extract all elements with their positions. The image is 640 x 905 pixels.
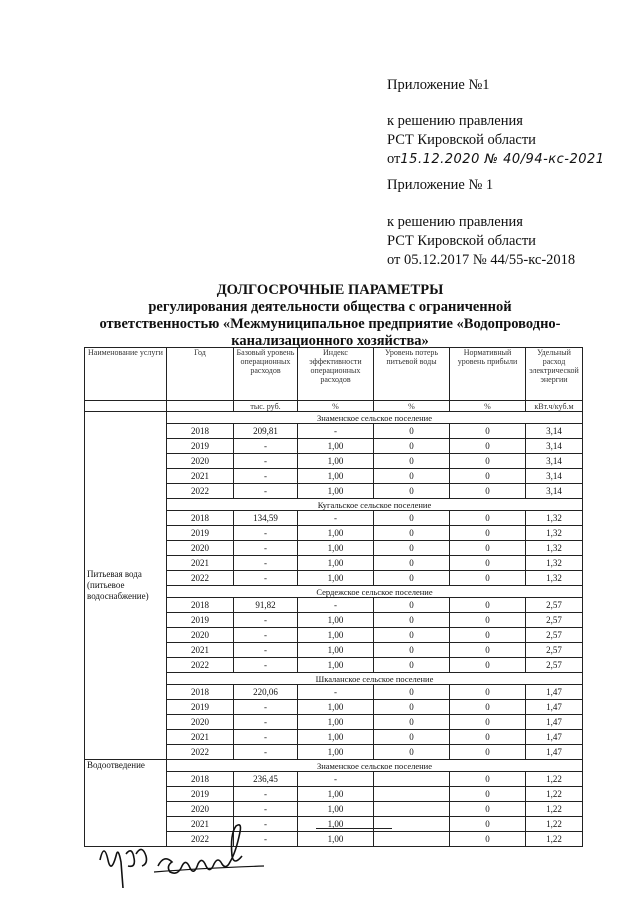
section-row bbox=[85, 412, 583, 424]
table-cell: 2,57 bbox=[526, 658, 583, 673]
unit-cell: кВт.ч/куб.м bbox=[526, 401, 583, 412]
appendix-2-line3: от 05.12.2017 № 44/55-кс-2018 bbox=[387, 252, 576, 268]
table-cell: - bbox=[234, 526, 298, 541]
table-cell: 3,14 bbox=[526, 454, 583, 469]
table-cell bbox=[374, 802, 450, 817]
column-header: Год bbox=[167, 348, 234, 401]
table-cell: 0 bbox=[450, 832, 526, 847]
appendix-1-label: Приложение №1 bbox=[387, 77, 490, 93]
section-title: Сердежское сельское поселение bbox=[167, 586, 583, 598]
table-cell: 0 bbox=[450, 424, 526, 439]
table-cell: - bbox=[234, 832, 298, 847]
table-cell: - bbox=[298, 772, 374, 787]
table-cell: 0 bbox=[374, 484, 450, 499]
table-cell: 1,00 bbox=[298, 469, 374, 484]
table-cell: 2021 bbox=[167, 469, 234, 484]
unit-cell: тыс. руб. bbox=[234, 401, 298, 412]
table-cell bbox=[374, 787, 450, 802]
table-cell: - bbox=[234, 643, 298, 658]
table-cell: 2020 bbox=[167, 541, 234, 556]
service-name: Питьевая вода (питьевое водоснабжение) bbox=[85, 412, 167, 760]
table-cell: 3,14 bbox=[526, 469, 583, 484]
table-cell: 0 bbox=[450, 526, 526, 541]
title-line-2: регулирования деятельности общества с ограниченной bbox=[148, 299, 512, 315]
table-cell: 1,00 bbox=[298, 745, 374, 760]
table-cell: 1,22 bbox=[526, 787, 583, 802]
service-name: Водоотведение bbox=[85, 760, 167, 847]
table-cell: 1,32 bbox=[526, 511, 583, 526]
table-cell: 0 bbox=[450, 772, 526, 787]
table-cell: 0 bbox=[450, 469, 526, 484]
table-cell: 0 bbox=[374, 643, 450, 658]
table-cell: 0 bbox=[450, 556, 526, 571]
table-cell: 0 bbox=[374, 571, 450, 586]
table-cell: - bbox=[298, 424, 374, 439]
table-cell: 2018 bbox=[167, 598, 234, 613]
section-row bbox=[85, 760, 583, 772]
table-cell: 1,47 bbox=[526, 685, 583, 700]
table-cell: - bbox=[234, 484, 298, 499]
section-title: Знаменское сельское поселение bbox=[167, 760, 583, 772]
table-cell: - bbox=[234, 628, 298, 643]
table-cell: - bbox=[234, 556, 298, 571]
table-cell: 0 bbox=[374, 424, 450, 439]
table-cell: 0 bbox=[450, 541, 526, 556]
table-cell: 1,00 bbox=[298, 658, 374, 673]
table-cell: 2018 bbox=[167, 772, 234, 787]
table-cell: 1,22 bbox=[526, 772, 583, 787]
table-cell: 0 bbox=[374, 730, 450, 745]
table-cell: 2020 bbox=[167, 454, 234, 469]
table-cell: 0 bbox=[450, 598, 526, 613]
table-cell: 2022 bbox=[167, 832, 234, 847]
table-cell: 2021 bbox=[167, 643, 234, 658]
table-cell: - bbox=[234, 613, 298, 628]
table-cell: 209,81 bbox=[234, 424, 298, 439]
table-cell: 1,00 bbox=[298, 556, 374, 571]
table-cell: 220,06 bbox=[234, 685, 298, 700]
table-cell: 0 bbox=[374, 556, 450, 571]
table-cell: 2,57 bbox=[526, 643, 583, 658]
section-title: Знаменское сельское поселение bbox=[167, 412, 583, 424]
table-cell: 134,59 bbox=[234, 511, 298, 526]
table-cell: 2,57 bbox=[526, 598, 583, 613]
table-cell: 0 bbox=[374, 439, 450, 454]
table-cell: 1,00 bbox=[298, 613, 374, 628]
table-cell: 1,47 bbox=[526, 730, 583, 745]
table-cell: 236,45 bbox=[234, 772, 298, 787]
table-cell: 0 bbox=[450, 787, 526, 802]
table-cell: 0 bbox=[450, 628, 526, 643]
table-cell: 2018 bbox=[167, 685, 234, 700]
table-cell: 1,00 bbox=[298, 571, 374, 586]
table-cell: - bbox=[298, 511, 374, 526]
section-title: Шкаланское сельское поселение bbox=[167, 673, 583, 685]
table-cell: 1,00 bbox=[298, 715, 374, 730]
table-cell: 1,47 bbox=[526, 700, 583, 715]
table-cell: 0 bbox=[374, 454, 450, 469]
table-cell: 0 bbox=[374, 613, 450, 628]
title-line-1: ДОЛГОСРОЧНЫЕ ПАРАМЕТРЫ bbox=[216, 282, 444, 298]
table-cell: 2,57 bbox=[526, 628, 583, 643]
header-row bbox=[85, 348, 583, 401]
table-cell: 1,00 bbox=[298, 541, 374, 556]
appendix-2-line2: РСТ Кировской области bbox=[387, 233, 536, 249]
table-cell: - bbox=[234, 469, 298, 484]
table-cell: 1,00 bbox=[298, 643, 374, 658]
table-cell: 0 bbox=[450, 613, 526, 628]
title-line-4: канализационного хозяйства» bbox=[231, 333, 429, 349]
appendix-1-line3 bbox=[387, 150, 605, 169]
table-cell: - bbox=[234, 715, 298, 730]
table-cell: - bbox=[234, 730, 298, 745]
unit-cell bbox=[85, 401, 167, 412]
column-header: Нормативный уровень прибыли bbox=[450, 348, 526, 401]
unit-cell: % bbox=[374, 401, 450, 412]
appendix-2-label: Приложение № 1 bbox=[387, 177, 494, 193]
table-cell: 2022 bbox=[167, 484, 234, 499]
table-cell: 2020 bbox=[167, 715, 234, 730]
parameters-table bbox=[84, 347, 583, 847]
table-cell: 0 bbox=[374, 658, 450, 673]
table-cell: 0 bbox=[450, 817, 526, 832]
table-cell: 2,57 bbox=[526, 613, 583, 628]
table-cell: 1,22 bbox=[526, 802, 583, 817]
table-cell: - bbox=[234, 454, 298, 469]
table-cell: 0 bbox=[374, 715, 450, 730]
title-line-3: ответственностью «Межмуниципальное предприятие «Водопроводно- bbox=[99, 316, 561, 332]
table-cell: 1,47 bbox=[526, 715, 583, 730]
table-cell: 0 bbox=[374, 745, 450, 760]
table-cell: 0 bbox=[374, 700, 450, 715]
column-header: Удельный расход электрической энергии bbox=[526, 348, 583, 401]
table-cell: 0 bbox=[374, 526, 450, 541]
table-cell: 0 bbox=[374, 685, 450, 700]
table-cell: 0 bbox=[450, 511, 526, 526]
table-cell: 0 bbox=[450, 700, 526, 715]
table-cell: 2022 bbox=[167, 658, 234, 673]
table-cell: 0 bbox=[450, 571, 526, 586]
table-cell: - bbox=[234, 571, 298, 586]
table-cell: 1,00 bbox=[298, 817, 374, 832]
table-cell: 0 bbox=[450, 730, 526, 745]
appendix-1-decision bbox=[387, 112, 605, 169]
signature bbox=[96, 810, 296, 890]
table-cell: 2019 bbox=[167, 787, 234, 802]
table-cell: 3,14 bbox=[526, 484, 583, 499]
table-cell: 0 bbox=[374, 598, 450, 613]
column-header: Наименование услуги bbox=[85, 348, 167, 401]
table-cell: 0 bbox=[450, 802, 526, 817]
handwritten-date-number: 15.12.2020 № 40/94-кс-2021 bbox=[400, 152, 605, 167]
table-cell: 0 bbox=[450, 715, 526, 730]
signature-line bbox=[316, 828, 392, 829]
document-title bbox=[60, 282, 600, 350]
section-title: Кугальское сельское поселение bbox=[167, 499, 583, 511]
appendix-1-line1: к решению правления bbox=[387, 113, 523, 129]
table-cell: - bbox=[298, 598, 374, 613]
table-cell: 2020 bbox=[167, 628, 234, 643]
table-cell: 2020 bbox=[167, 802, 234, 817]
table-cell: 0 bbox=[450, 454, 526, 469]
appendix-1-line2: РСТ Кировской области bbox=[387, 132, 536, 148]
table-cell: 0 bbox=[374, 469, 450, 484]
table-cell: 1,00 bbox=[298, 832, 374, 847]
table-cell: 1,00 bbox=[298, 730, 374, 745]
table-cell: 0 bbox=[374, 628, 450, 643]
table-cell: 2018 bbox=[167, 424, 234, 439]
appendix-2-decision bbox=[387, 213, 575, 270]
table-cell: 0 bbox=[450, 439, 526, 454]
table-cell: 1,32 bbox=[526, 541, 583, 556]
unit-cell: % bbox=[450, 401, 526, 412]
table-cell: 1,00 bbox=[298, 439, 374, 454]
appendix-2-line1: к решению правления bbox=[387, 214, 523, 230]
table-cell: - bbox=[298, 685, 374, 700]
table-cell: 1,00 bbox=[298, 700, 374, 715]
appendix-1-prefix: от bbox=[387, 151, 401, 167]
table-cell: 3,14 bbox=[526, 439, 583, 454]
unit-cell bbox=[167, 401, 234, 412]
column-header: Уровень потерь питьевой воды bbox=[374, 348, 450, 401]
table-cell: 1,47 bbox=[526, 745, 583, 760]
table-cell: 91,82 bbox=[234, 598, 298, 613]
table-cell: - bbox=[234, 439, 298, 454]
unit-cell: % bbox=[298, 401, 374, 412]
table-cell: 2022 bbox=[167, 745, 234, 760]
column-header: Индекс эффективности операционных расходов bbox=[298, 348, 374, 401]
table-cell: 2019 bbox=[167, 439, 234, 454]
table-cell: - bbox=[234, 700, 298, 715]
column-header: Базовый уровень операционных расходов bbox=[234, 348, 298, 401]
table-cell: 2018 bbox=[167, 511, 234, 526]
table-cell: 1,32 bbox=[526, 556, 583, 571]
table-cell: 2021 bbox=[167, 556, 234, 571]
table-cell: - bbox=[234, 802, 298, 817]
table-cell: 1,32 bbox=[526, 526, 583, 541]
table-cell: 1,00 bbox=[298, 454, 374, 469]
table-cell: 1,00 bbox=[298, 484, 374, 499]
table-cell: 2022 bbox=[167, 571, 234, 586]
table-cell: 1,00 bbox=[298, 526, 374, 541]
table-cell: 0 bbox=[450, 658, 526, 673]
table-cell: 3,14 bbox=[526, 424, 583, 439]
table-cell: 1,22 bbox=[526, 817, 583, 832]
table-cell: 2019 bbox=[167, 700, 234, 715]
table-cell: 2021 bbox=[167, 817, 234, 832]
table-cell: 0 bbox=[450, 484, 526, 499]
table-cell: 0 bbox=[374, 511, 450, 526]
table-cell: 2021 bbox=[167, 730, 234, 745]
table-cell: 1,00 bbox=[298, 787, 374, 802]
table-cell: - bbox=[234, 541, 298, 556]
table-cell: 1,32 bbox=[526, 571, 583, 586]
table-cell: - bbox=[234, 817, 298, 832]
table-cell: - bbox=[234, 745, 298, 760]
units-row bbox=[85, 401, 583, 412]
table-cell: 1,22 bbox=[526, 832, 583, 847]
table-cell: 0 bbox=[450, 685, 526, 700]
table-cell: 0 bbox=[450, 745, 526, 760]
table-cell: 2019 bbox=[167, 613, 234, 628]
table-cell bbox=[374, 772, 450, 787]
table-cell: 1,00 bbox=[298, 802, 374, 817]
table-cell: 2019 bbox=[167, 526, 234, 541]
table-cell bbox=[374, 832, 450, 847]
table-cell: - bbox=[234, 658, 298, 673]
table-cell bbox=[374, 817, 450, 832]
table-cell: 1,00 bbox=[298, 628, 374, 643]
table-cell: - bbox=[234, 787, 298, 802]
table-cell: 0 bbox=[374, 541, 450, 556]
table-cell: 0 bbox=[450, 643, 526, 658]
